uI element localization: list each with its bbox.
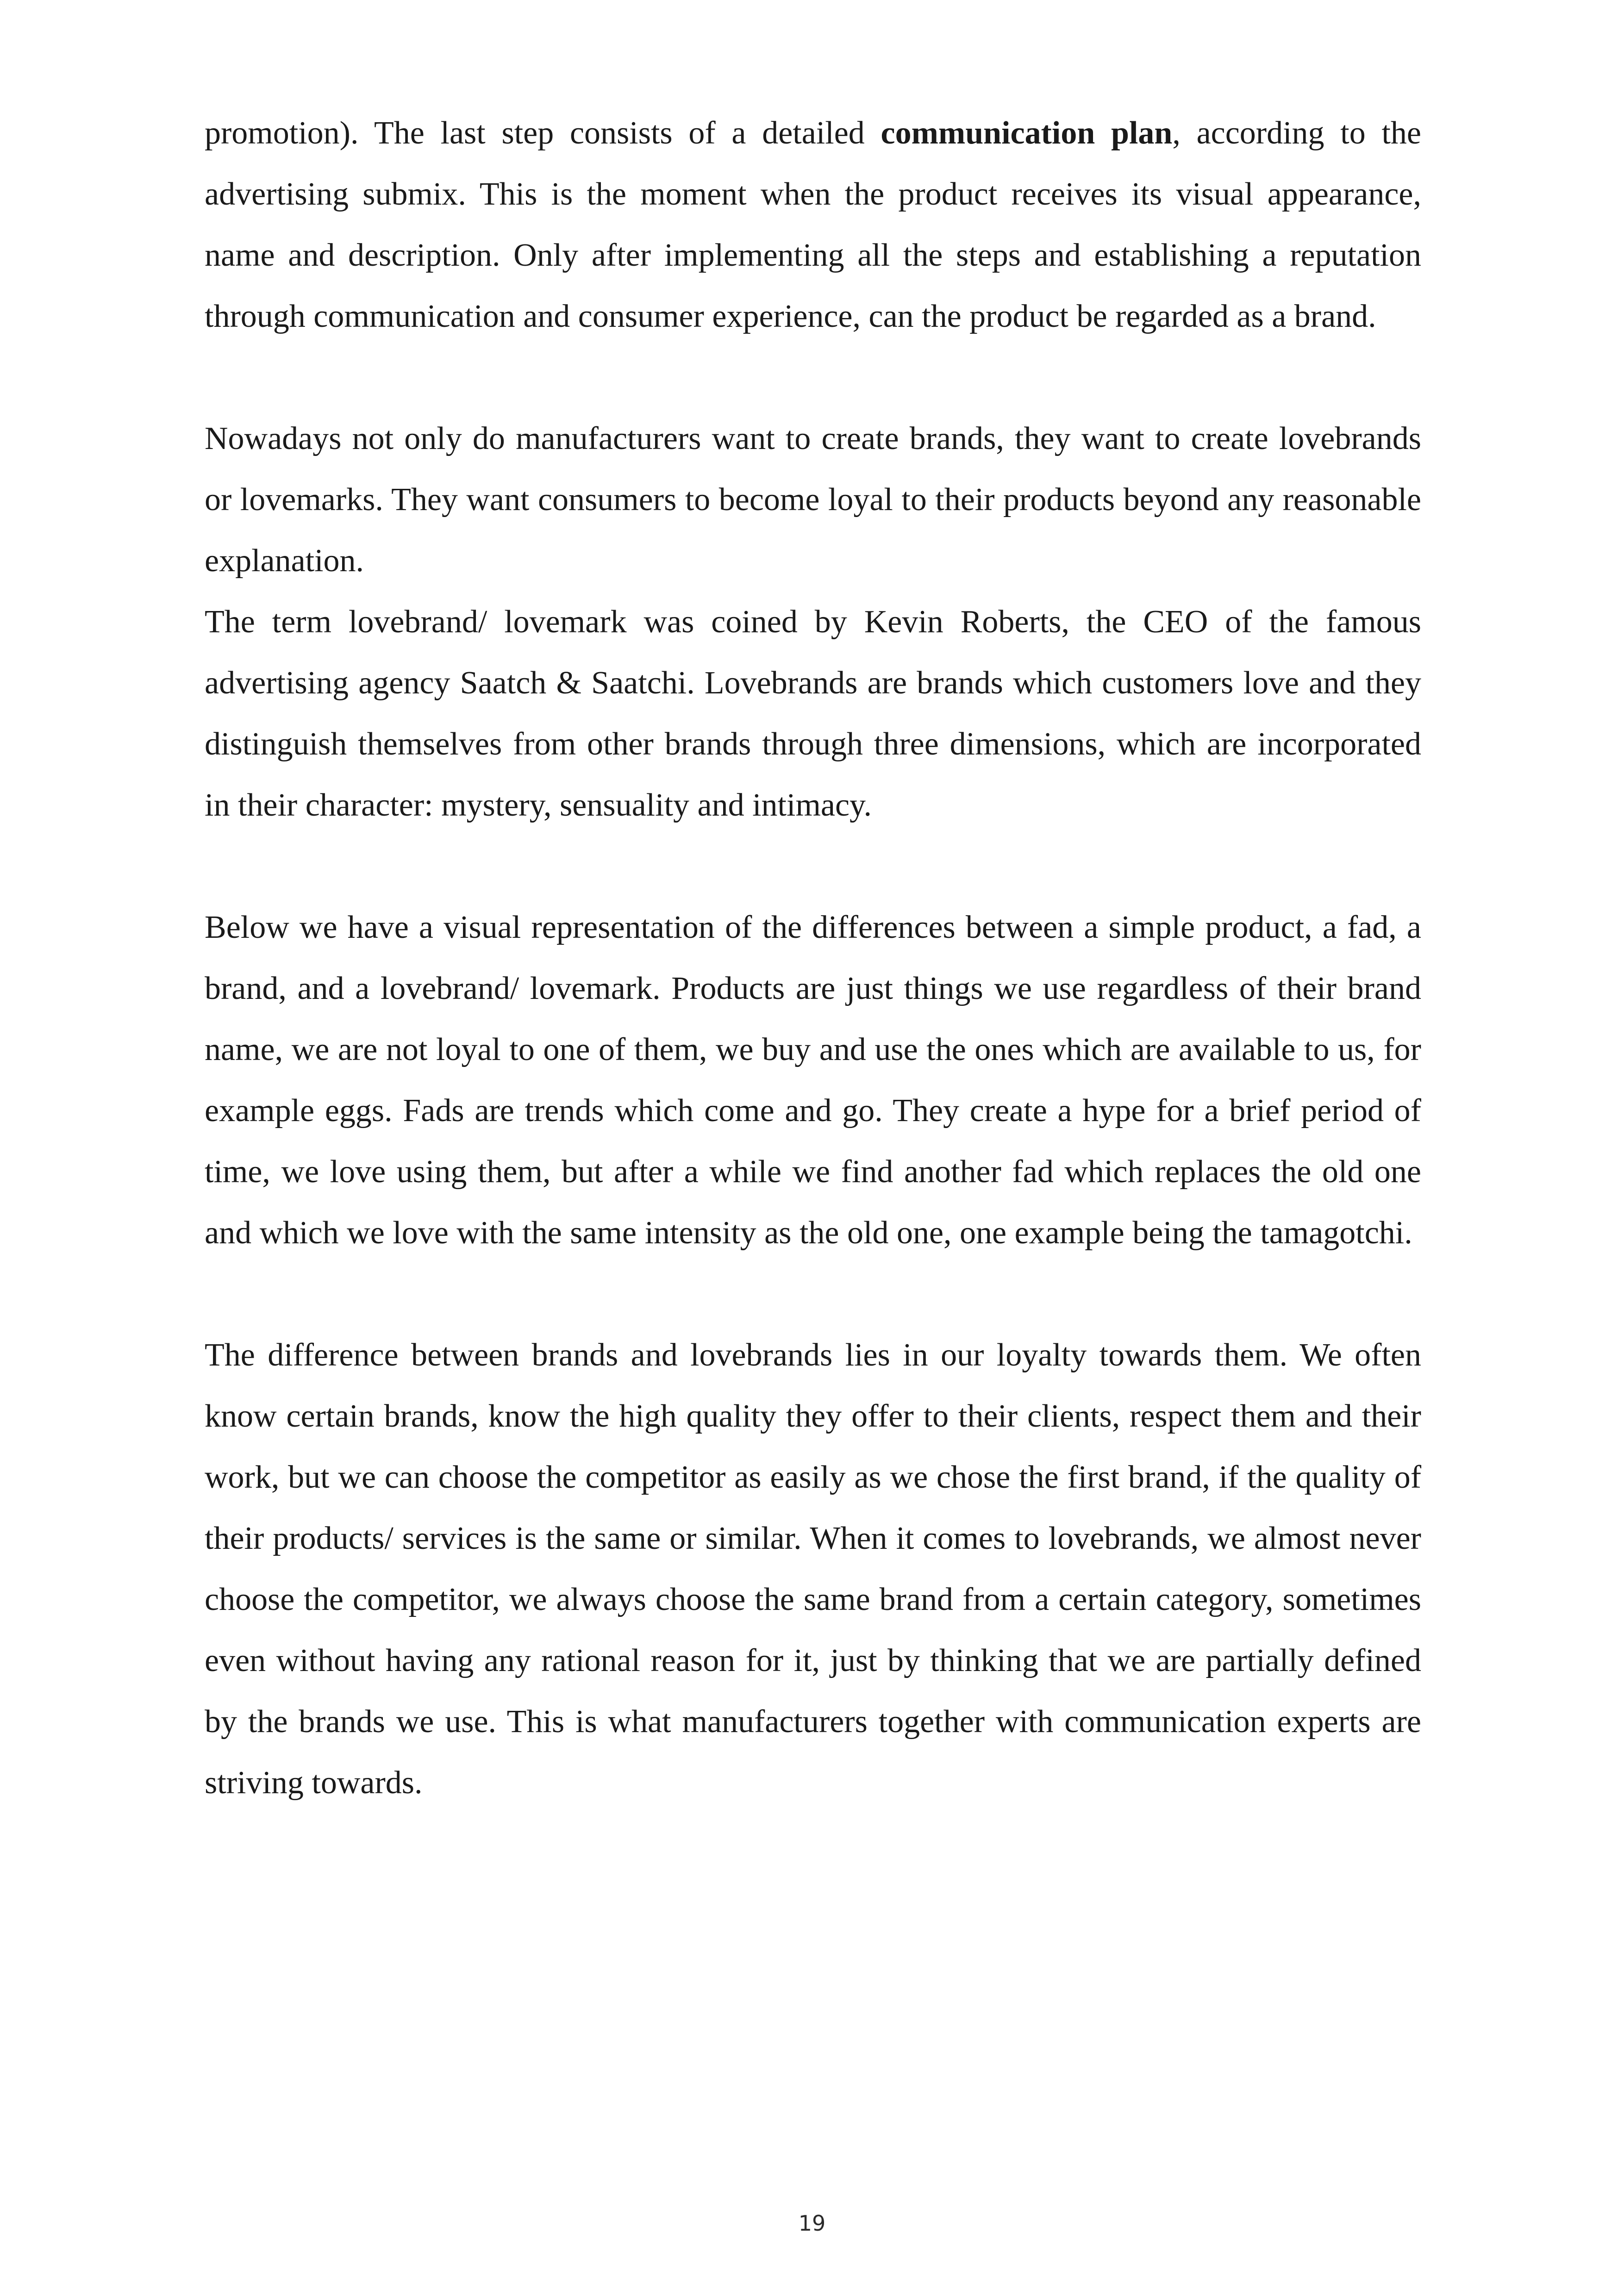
paragraph-communication-plan — [205, 103, 1421, 347]
paragraph-lovebrands-intro: Nowadays not only do manufacturers want to create brands, they want to create lovebrands or lovemarks. They want consumers to become loyal to their products beyond any reasonable explanation. — [205, 421, 1421, 579]
bold-term: communication plan — [881, 115, 1173, 151]
paragraph-gap — [205, 836, 1421, 897]
paragraph-text: , according to the advertising submix. This is the moment when the product receives its visual appearance, name and description. Only after implementing all the steps and establishing a reputation through communication and consumer experience, can the product be regarded as a brand. — [205, 115, 1421, 334]
page-body — [205, 103, 1421, 1814]
paragraph-text: promotion). The last step consists of a detailed — [205, 115, 881, 151]
page-number: 19 — [798, 2211, 826, 2236]
paragraph-gap — [205, 1264, 1421, 1325]
paragraph-lovemark-term: The term lovebrand/ lovemark was coined by Kevin Roberts, the CEO of the famous advertising agency Saatch & Saatchi. Lovebrands are brands which customers love and they distinguish themselves from other brands through three dimensions, which are incorporated in their character: mystery, sensuality and intimacy. — [205, 604, 1421, 823]
paragraph-brand-loyalty: The difference between brands and lovebrands lies in our loyalty towards them. We often know certain brands, know the high quality they offer to their clients, respect them and their work, but we can choose the competitor as easily as we chose the first brand, if the quality of their products/ services is the same or similar. When it comes to lovebrands, we almost never choose the competitor, we always choose the same brand from a certain category, sometimes even without having any rational reason for it, just by thinking that we are partially defined by the brands we use. This is what manufacturers together with communication experts are striving towards. — [205, 1337, 1421, 1801]
paragraph-product-fad-comparison: Below we have a visual representation of the differences between a simple product, a fad, a brand, and a lovebrand/ lovemark. Products are just things we use regardless of their brand name, we are not loyal to one of them, we buy and use the ones which are available to us, for example eggs. Fads are trends which come and go. They create a hype for a brief period of time, we love using them, but after a while we find another fad which replaces the old one and which we love with the same intensity as the old one, one example being the tamagotchi. — [205, 910, 1421, 1251]
paragraph-gap — [205, 347, 1421, 408]
